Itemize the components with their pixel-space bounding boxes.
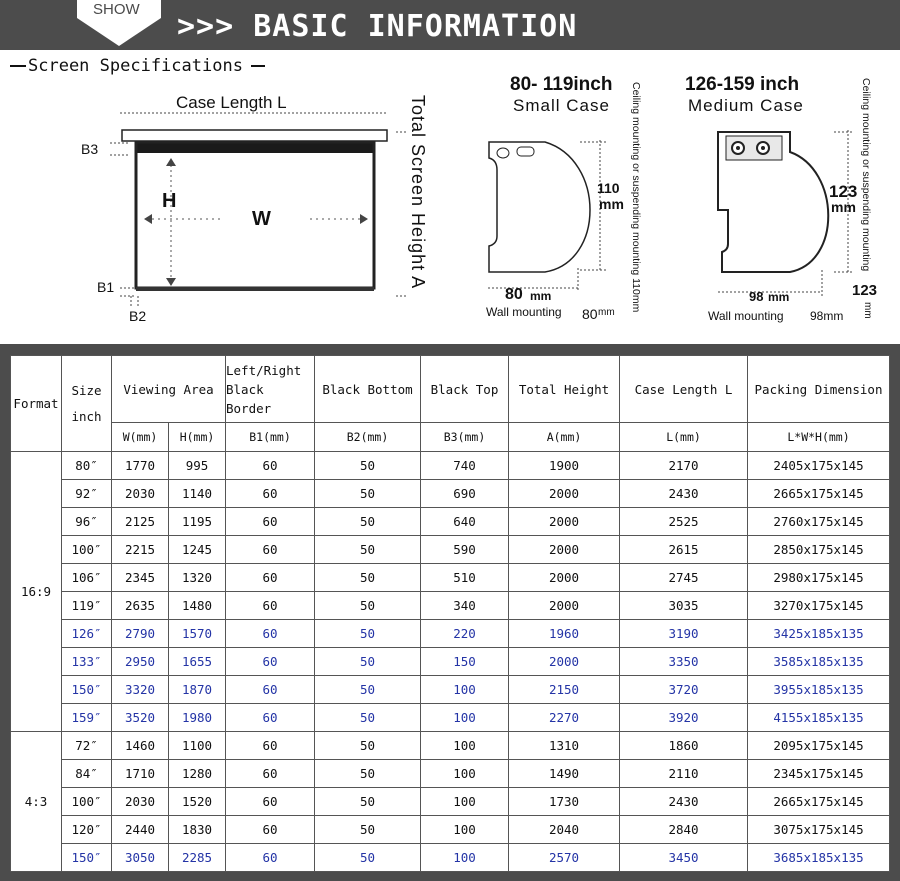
header-size-unit: inch: [71, 408, 102, 424]
b3-label: B3: [81, 141, 99, 157]
medium-case-ceiling-unit: mm: [862, 302, 873, 319]
width-cell: 3520: [112, 704, 169, 732]
spec-table-panel: [0, 344, 900, 881]
black-bottom-cell: 50: [315, 760, 421, 788]
size-cell: 159″: [62, 704, 112, 732]
height-cell: 1320: [169, 564, 226, 592]
small-case-wall-value: 80: [582, 306, 598, 322]
size-cell: 84″: [62, 760, 112, 788]
table-row: [11, 704, 890, 732]
size-cell: 80″: [62, 452, 112, 480]
case-length-label: Case Length L: [176, 93, 287, 112]
spec-diagrams: [0, 0, 900, 340]
black-bottom-cell: 50: [315, 676, 421, 704]
case-length-cell: 3035: [620, 592, 748, 620]
black-top-cell: 220: [421, 620, 509, 648]
medium-case-range: 126-159 inch: [685, 74, 800, 95]
table-row: [11, 816, 890, 844]
black-top-cell: 100: [421, 704, 509, 732]
case-length-cell: 2170: [620, 452, 748, 480]
table-row: [11, 452, 890, 480]
subheader-l: L(mm): [620, 423, 748, 452]
size-cell: 72″: [62, 732, 112, 760]
black-top-cell: 690: [421, 480, 509, 508]
width-cell: 2950: [112, 648, 169, 676]
border-cell: 60: [226, 760, 315, 788]
border-cell: 60: [226, 508, 315, 536]
format-cell: 4:3: [11, 732, 62, 872]
header-size: [62, 356, 112, 452]
width-cell: 2030: [112, 480, 169, 508]
table-row: [11, 592, 890, 620]
subheader-pack: L*W*H(mm): [748, 423, 890, 452]
medium-case-wall-value: 98mm: [810, 309, 844, 323]
total-height-cell: 2570: [509, 844, 620, 872]
total-height-cell: 1730: [509, 788, 620, 816]
border-cell: 60: [226, 648, 315, 676]
packing-cell: 2760x175x145: [748, 508, 890, 536]
black-bottom-cell: 50: [315, 704, 421, 732]
table-row: [11, 760, 890, 788]
height-cell: 1870: [169, 676, 226, 704]
header-size-label: Size: [71, 382, 102, 398]
medium-case-height-unit: mm: [831, 199, 856, 215]
packing-cell: 3685x185x135: [748, 844, 890, 872]
height-cell: 1830: [169, 816, 226, 844]
small-case-drawing: [488, 140, 606, 292]
total-height-cell: 2000: [509, 592, 620, 620]
section-label: Screen Specifications: [10, 56, 265, 76]
small-case-width-value: 80: [505, 286, 523, 303]
black-bottom-cell: 50: [315, 648, 421, 676]
width-cell: 2345: [112, 564, 169, 592]
header-total-height: Total Height: [509, 356, 620, 423]
small-case-height-value: 110: [597, 180, 620, 196]
height-cell: 1980: [169, 704, 226, 732]
packing-cell: 3075x175x145: [748, 816, 890, 844]
height-cell: 1140: [169, 480, 226, 508]
case-length-cell: 3190: [620, 620, 748, 648]
black-bottom-cell: 50: [315, 452, 421, 480]
black-bottom-cell: 50: [315, 508, 421, 536]
height-cell: 2285: [169, 844, 226, 872]
width-cell: 3050: [112, 844, 169, 872]
total-height-cell: 1960: [509, 620, 620, 648]
page-title: >>> BASIC INFORMATION: [177, 9, 578, 44]
border-cell: 60: [226, 676, 315, 704]
header-format: Format: [11, 356, 62, 452]
format-cell: 16:9: [11, 452, 62, 732]
size-cell: 120″: [62, 816, 112, 844]
subheader-b2: B2(mm): [315, 423, 421, 452]
packing-cell: 3585x185x135: [748, 648, 890, 676]
black-top-cell: 340: [421, 592, 509, 620]
packing-cell: 2665x175x145: [748, 480, 890, 508]
header-black-bottom: Black Bottom: [315, 356, 421, 423]
subheader-h: H(mm): [169, 423, 226, 452]
black-top-cell: 740: [421, 452, 509, 480]
black-top-cell: 100: [421, 732, 509, 760]
total-height-cell: 1900: [509, 452, 620, 480]
table-row: [11, 788, 890, 816]
case-length-cell: 3350: [620, 648, 748, 676]
size-cell: 119″: [62, 592, 112, 620]
black-bottom-cell: 50: [315, 592, 421, 620]
header-viewing-area: Viewing Area: [112, 356, 226, 423]
size-cell: 92″: [62, 480, 112, 508]
case-length-cell: 2110: [620, 760, 748, 788]
black-top-cell: 100: [421, 844, 509, 872]
show-tab-label: SHOW: [93, 1, 140, 18]
height-cell: 1195: [169, 508, 226, 536]
case-length-cell: 2840: [620, 816, 748, 844]
header-border-label: Left/Right Black Border: [226, 362, 302, 416]
height-cell: 1245: [169, 536, 226, 564]
medium-case-ceiling-label: Ceiling mounting or suspending mounting: [860, 78, 872, 272]
width-cell: 2790: [112, 620, 169, 648]
width-cell: 3320: [112, 676, 169, 704]
border-cell: 60: [226, 732, 315, 760]
table-row: [11, 480, 890, 508]
size-cell: 100″: [62, 536, 112, 564]
packing-cell: 2665x175x145: [748, 788, 890, 816]
size-cell: 126″: [62, 620, 112, 648]
black-top-cell: 510: [421, 564, 509, 592]
packing-cell: 2980x175x145: [748, 564, 890, 592]
table-row: [11, 844, 890, 872]
table-row: [11, 536, 890, 564]
case-length-cell: 2745: [620, 564, 748, 592]
height-cell: 1520: [169, 788, 226, 816]
border-cell: 60: [226, 564, 315, 592]
total-height-cell: 2150: [509, 676, 620, 704]
case-length-cell: 3450: [620, 844, 748, 872]
spec-table: [10, 355, 890, 872]
width-cell: 1710: [112, 760, 169, 788]
case-length-cell: 2525: [620, 508, 748, 536]
black-top-cell: 640: [421, 508, 509, 536]
border-cell: 60: [226, 592, 315, 620]
height-cell: 995: [169, 452, 226, 480]
width-cell: 2440: [112, 816, 169, 844]
total-height-cell: 2000: [509, 648, 620, 676]
black-top-cell: 100: [421, 788, 509, 816]
width-cell: 2215: [112, 536, 169, 564]
table-row: [11, 648, 890, 676]
border-cell: 60: [226, 452, 315, 480]
case-length-cell: 1860: [620, 732, 748, 760]
height-dim-label: H: [162, 190, 177, 212]
packing-cell: 2345x175x145: [748, 760, 890, 788]
medium-case-ceiling-value: 123: [852, 282, 878, 299]
size-cell: 150″: [62, 676, 112, 704]
total-height-cell: 1490: [509, 760, 620, 788]
total-height-cell: 2270: [509, 704, 620, 732]
case-length-cell: 2615: [620, 536, 748, 564]
border-cell: 60: [226, 480, 315, 508]
size-cell: 150″: [62, 844, 112, 872]
b2-label: B2: [129, 308, 147, 324]
packing-cell: 3270x175x145: [748, 592, 890, 620]
small-case-range: 80- 119inch: [510, 74, 613, 95]
black-top-cell: 150: [421, 648, 509, 676]
packing-cell: 2405x175x145: [748, 452, 890, 480]
black-bottom-cell: 50: [315, 732, 421, 760]
black-top-cell: 100: [421, 816, 509, 844]
table-row: [11, 676, 890, 704]
width-cell: 1770: [112, 452, 169, 480]
black-bottom-cell: 50: [315, 536, 421, 564]
total-height-label: Total Screen Height A: [408, 95, 428, 290]
height-cell: 1100: [169, 732, 226, 760]
border-cell: 60: [226, 816, 315, 844]
small-case-width-unit: mm: [530, 289, 552, 303]
size-cell: 96″: [62, 508, 112, 536]
width-cell: 1460: [112, 732, 169, 760]
medium-case-height-value: 123: [829, 182, 858, 201]
case-length-cell: 2430: [620, 788, 748, 816]
header-packing: Packing Dimension: [748, 356, 890, 423]
small-case-height-unit: mm: [599, 196, 624, 212]
total-height-cell: 2040: [509, 816, 620, 844]
total-height-cell: 2000: [509, 508, 620, 536]
table-row: [11, 508, 890, 536]
medium-case-width-value: 98: [749, 289, 764, 304]
subheader-a: A(mm): [509, 423, 620, 452]
border-cell: 60: [226, 620, 315, 648]
case-length-cell: 3920: [620, 704, 748, 732]
b1-label: B1: [97, 279, 115, 295]
black-bottom-cell: 50: [315, 788, 421, 816]
height-cell: 1280: [169, 760, 226, 788]
black-bottom-cell: 50: [315, 844, 421, 872]
size-cell: 100″: [62, 788, 112, 816]
packing-cell: 3955x185x135: [748, 676, 890, 704]
total-height-cell: 2000: [509, 536, 620, 564]
black-top-cell: 590: [421, 536, 509, 564]
black-bottom-cell: 50: [315, 564, 421, 592]
black-bottom-cell: 50: [315, 816, 421, 844]
black-bottom-cell: 50: [315, 620, 421, 648]
subheader-b3: B3(mm): [421, 423, 509, 452]
medium-case-wall-label: Wall mounting: [708, 309, 784, 323]
total-height-cell: 2000: [509, 564, 620, 592]
header-border: [226, 356, 315, 423]
table-row: [11, 564, 890, 592]
width-cell: 2030: [112, 788, 169, 816]
width-cell: 2635: [112, 592, 169, 620]
case-length-cell: 3720: [620, 676, 748, 704]
border-cell: 60: [226, 536, 315, 564]
table-row: [11, 732, 890, 760]
border-cell: 60: [226, 788, 315, 816]
small-case-name: Small Case: [513, 96, 610, 115]
case-length-cell: 2430: [620, 480, 748, 508]
header-black-top: Black Top: [421, 356, 509, 423]
border-cell: 60: [226, 844, 315, 872]
small-case-wall-unit: mm: [598, 307, 615, 318]
total-height-cell: 1310: [509, 732, 620, 760]
small-case-ceiling-label: Ceiling mounting or suspending mounting 110mm: [630, 82, 642, 313]
packing-cell: 3425x185x135: [748, 620, 890, 648]
border-cell: 60: [226, 704, 315, 732]
black-top-cell: 100: [421, 760, 509, 788]
width-cell: 2125: [112, 508, 169, 536]
table-row: [11, 620, 890, 648]
height-cell: 1480: [169, 592, 226, 620]
black-bottom-cell: 50: [315, 480, 421, 508]
black-top-cell: 100: [421, 676, 509, 704]
height-cell: 1570: [169, 620, 226, 648]
subheader-b1: B1(mm): [226, 423, 315, 452]
medium-case-width-unit: mm: [768, 290, 790, 304]
size-cell: 133″: [62, 648, 112, 676]
packing-cell: 4155x185x135: [748, 704, 890, 732]
small-case-wall-label: Wall mounting: [486, 305, 562, 319]
packing-cell: 2095x175x145: [748, 732, 890, 760]
packing-cell: 2850x175x145: [748, 536, 890, 564]
subheader-w: W(mm): [112, 423, 169, 452]
height-cell: 1655: [169, 648, 226, 676]
total-height-cell: 2000: [509, 480, 620, 508]
medium-case-name: Medium Case: [688, 96, 804, 115]
header-case-length: Case Length L: [620, 356, 748, 423]
width-dim-label: W: [252, 208, 271, 230]
size-cell: 106″: [62, 564, 112, 592]
